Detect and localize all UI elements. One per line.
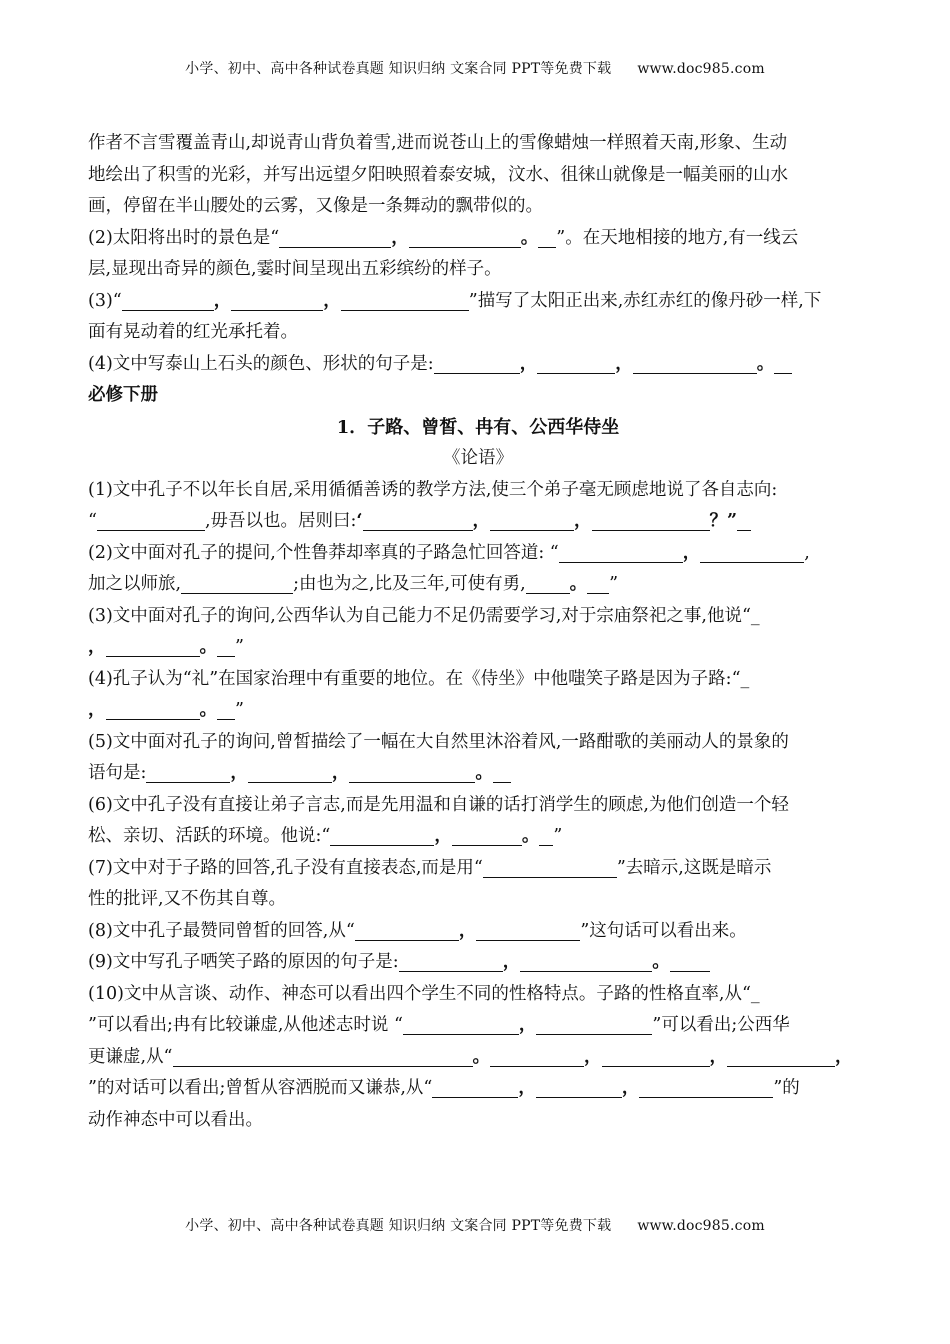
lesson-q4-cont: ， 。 ” [88,700,244,720]
footer-url[interactable]: www.doc985.com [637,1218,765,1234]
lesson-q5-cont: 语句是: ， ， 。 [88,758,868,790]
answer-blank[interactable] [409,227,521,248]
answer-blank[interactable] [403,1014,519,1035]
header-text: 小学、初中、高中各种试卷真题 知识归纳 文案合同 PPT等免费下载 [185,61,612,77]
lesson-q10-cont: ”可以看出;冉有比较谦虚,从他述志时说 “ ， ”可以看出;公西华 [88,1015,790,1035]
intro-line: 地绘出了积雪的光彩，并写出远望夕阳映照着泰安城，汶水、徂徕山就像是一幅美丽的山水 [88,164,788,185]
answer-blank[interactable] [181,573,293,594]
page-header [0,58,950,78]
answer-blank[interactable] [217,699,235,720]
answer-blank[interactable] [146,762,230,783]
answer-blank[interactable] [355,920,459,941]
answer-blank[interactable] [537,353,615,374]
answer-blank[interactable] [452,825,522,846]
question-4: (4)文中写泰山上石头的颜色、形状的句子是: ， ， 。 [88,349,868,381]
lesson-q8: (8)文中孔子最赞同曾皙的回答,从“ ， ”这句话可以看出来。 [88,920,747,941]
answer-blank[interactable] [349,762,475,783]
section-heading: 必修下册 [88,385,158,405]
lesson-q10: (10)文中从言谈、动作、神态可以看出四个学生不同的性格特点。子路的性格直率,从“_ [88,983,760,1004]
answer-blank[interactable] [217,636,235,657]
answer-blank[interactable] [279,227,391,248]
lesson-q1: (1)文中孔子不以年长自居,采用循循善诱的教学方法,使三个弟子毫无顾虑地说了各自志向: [88,479,778,500]
lesson-q2: (2)文中面对孔子的提问,个性鲁莽却率真的子路急忙回答道: “ ， , [88,542,810,563]
answer-blank[interactable] [106,636,200,657]
lesson-author: 《论语》 [443,448,513,468]
lesson-q9: (9)文中写孔子哂笑子路的原因的句子是: ， 。 [88,947,868,979]
content [88,128,868,1136]
lesson-q10-cont: ”的对话可以看出;曾皙从容洒脱而又谦恭,从“ ， ， ”的 [88,1078,800,1098]
answer-blank[interactable] [536,1014,652,1035]
answer-blank[interactable] [526,573,570,594]
lesson-q5: (5)文中面对孔子的询问,曾皙描绘了一幅在大自然里沐浴着风,一路酣歌的美丽动人的景象的 [88,731,789,752]
question-3: (3)“ ， ， ”描写了太阳正出来,赤红赤红的像丹砂一样,下 [88,290,822,311]
answer-blank[interactable] [106,699,200,720]
answer-blank[interactable] [727,1046,835,1067]
lesson-q7: (7)文中对于子路的回答,孔子没有直接表态,而是用“ ”去暗示,这既是暗示 [88,857,772,878]
answer-blank[interactable] [363,510,473,531]
answer-blank[interactable] [520,951,652,972]
answer-blank[interactable] [670,951,710,972]
answer-blank[interactable] [559,542,683,563]
answer-blank[interactable] [536,1077,622,1098]
lesson-title: 1．子路、曾皙、冉有、公西华侍坐 [336,416,620,438]
answer-blank[interactable] [493,762,511,783]
lesson-q6: (6)文中孔子没有直接让弟子言志,而是先用温和自谦的话打消学生的顾虑,为他们创造一个轻 [88,794,789,815]
answer-blank[interactable] [639,1077,773,1098]
lesson-q7-cont: 性的批评,又不伤其自尊。 [88,889,287,909]
lesson-q4: (4)孔子认为“礼”在国家治理中有重要的地位。在《侍坐》中他嗤笑子路是因为子路:“_ [88,668,750,689]
lesson-q10-cont: 更谦虚,从“ 。 ， ， ， [88,1046,853,1067]
header-url[interactable]: www.doc985.com [637,61,765,77]
answer-blank[interactable] [248,762,332,783]
answer-blank[interactable] [231,290,323,311]
answer-blank[interactable] [173,1046,473,1067]
question-2: (2)太阳将出时的景色是“ ， 。 ”。在天地相接的地方,有一线云 [88,227,799,248]
answer-blank[interactable] [122,290,214,311]
answer-blank[interactable] [341,290,469,311]
intro-line: 作者不言雪覆盖青山,却说青山背负着雪,进而说苍山上的雪像蜡烛一样照着天南,形象、生动 [88,133,788,153]
answer-blank[interactable] [476,920,580,941]
lesson-q6-cont: 松、亲切、活跃的环境。他说:“ ， 。 ” [88,826,563,846]
question-2-cont: 层,显现出奇异的颜色,霎时间呈现出五彩缤纷的样子。 [88,259,502,279]
lesson-q3: (3)文中面对孔子的询问,公西华认为自己能力不足仍需要学习,对于宗庙祭祀之事,他说“_ [88,605,760,626]
answer-blank[interactable] [700,542,804,563]
answer-blank[interactable] [587,573,609,594]
answer-blank[interactable] [483,857,617,878]
answer-blank[interactable] [737,510,751,531]
answer-blank[interactable] [432,1077,518,1098]
answer-blank[interactable] [490,1046,584,1067]
intro-line: 画，停留在半山腰处的云雾，又像是一条舞动的飘带似的。 [88,196,543,216]
answer-blank[interactable] [399,951,503,972]
answer-blank[interactable] [774,353,792,374]
answer-blank[interactable] [602,1046,710,1067]
answer-blank[interactable] [592,510,710,531]
answer-blank[interactable] [633,353,757,374]
answer-blank[interactable] [538,227,556,248]
answer-blank[interactable] [97,510,205,531]
answer-blank[interactable] [490,510,574,531]
footer-text: 小学、初中、高中各种试卷真题 知识归纳 文案合同 PPT等免费下载 [185,1218,612,1234]
page-footer [0,1215,950,1235]
question-3-cont: 面有晃动着的红光承托着。 [88,322,298,342]
answer-blank[interactable] [330,825,434,846]
answer-blank[interactable] [434,353,520,374]
lesson-q3-cont: ， 。 ” [88,637,244,657]
lesson-q10-cont: 动作神态中可以看出。 [88,1109,263,1130]
lesson-q1-cont: “ ,毋吾以也。居则曰:‘ ， ， ？” [88,506,868,538]
lesson-q2-cont: 加之以师旅, ;由也为之,比及三年,可使有勇, 。 ” [88,574,619,594]
answer-blank[interactable] [539,825,553,846]
